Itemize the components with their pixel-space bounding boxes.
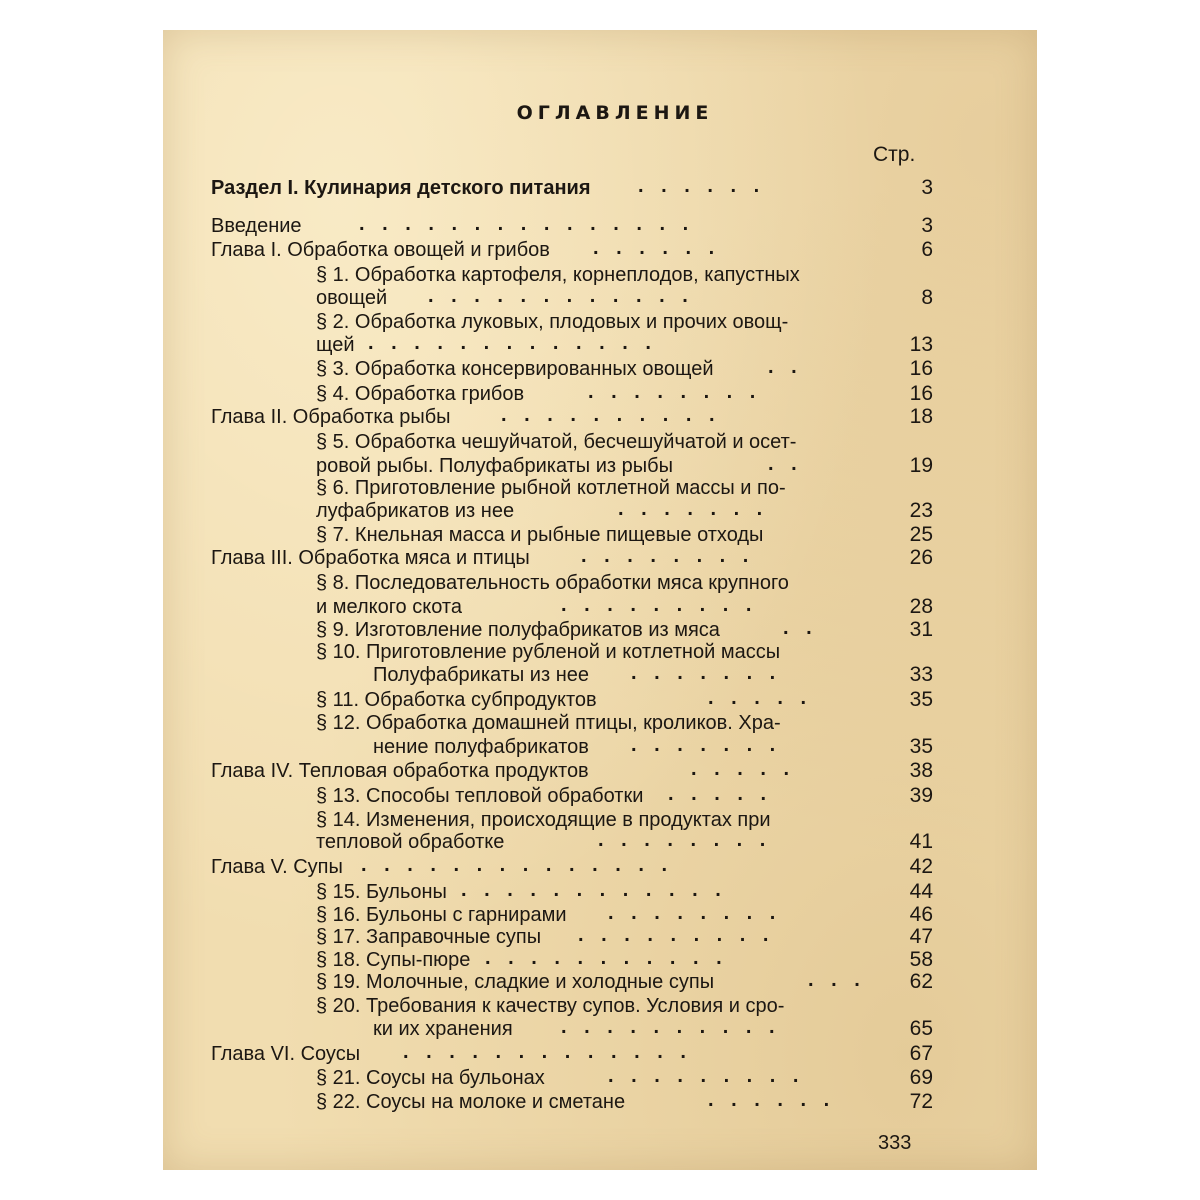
toc-entry xyxy=(163,970,1037,994)
toc-leader-dots: . . . . . . . . . . . xyxy=(485,947,728,969)
toc-entry-text: Глава IV. Тепловая обработка продуктов xyxy=(211,760,589,782)
toc-entry xyxy=(163,880,1037,904)
toc-leader-dots: . . . . . . xyxy=(708,1089,836,1111)
footer-page-number: 333 xyxy=(878,1132,912,1154)
toc-page-number: 35 xyxy=(909,688,933,711)
toc-entry xyxy=(163,286,1037,310)
toc-page-number: 25 xyxy=(909,523,933,546)
toc-leader-dots: . . . . . . . . xyxy=(581,545,755,567)
toc-entry xyxy=(163,546,1037,570)
toc-leader-dots: . . . . . . . xyxy=(631,734,782,756)
toc-leader-dots: . . . . . . . . xyxy=(598,829,772,851)
toc-entry-text: ки их хранения xyxy=(373,1018,513,1040)
toc-entry-text: § 5. Обработка чешуйчатой, бесчешуйчатой и осет- xyxy=(316,431,797,453)
toc-entry-text: § 22. Соусы на молоке и сметане xyxy=(316,1091,626,1113)
toc-entry xyxy=(163,333,1037,357)
toc-entry-text: § 8. Последовательность обработки мяса крупного xyxy=(316,572,789,594)
toc-leader-dots: . . xyxy=(768,453,803,475)
toc-page-number: 33 xyxy=(909,663,933,686)
toc-entry xyxy=(163,405,1037,429)
toc-leader-dots: . . xyxy=(783,617,818,639)
toc-page-number: 19 xyxy=(909,454,933,477)
toc-entry-text: луфабрикатов из нее xyxy=(316,500,515,522)
toc-page-number: 6 xyxy=(921,238,933,261)
toc-page-number: 35 xyxy=(909,735,933,758)
toc-leader-dots: . . . . . xyxy=(668,783,773,805)
toc-entry-text: Глава V. Супы xyxy=(211,856,343,878)
toc-page-number: 13 xyxy=(909,333,933,356)
toc-page-number: 3 xyxy=(921,214,933,237)
toc-leader-dots: . . . . . . . xyxy=(631,662,782,684)
toc-entry-text: § 3. Обработка консервированных овощей xyxy=(316,358,714,380)
toc-entry xyxy=(163,1066,1037,1090)
toc-entry xyxy=(163,476,1037,500)
toc-entry xyxy=(163,595,1037,619)
toc-entry-text: § 4. Обработка грибов xyxy=(316,383,525,405)
toc-entry-text: § 20. Требования к качеству супов. Условия и сро- xyxy=(316,995,785,1017)
toc-entry-text: Раздел I. Кулинария детского питания xyxy=(211,177,591,199)
toc-page-number: 42 xyxy=(909,855,933,878)
toc-page-number: 69 xyxy=(909,1066,933,1089)
toc-entry xyxy=(163,759,1037,783)
toc-leader-dots: . . . . . . . . . . . . . xyxy=(368,332,657,354)
toc-entry xyxy=(163,640,1037,664)
toc-page-number: 39 xyxy=(909,784,933,807)
toc-page-number: 8 xyxy=(921,286,933,309)
toc-entry-text: Глава VI. Соусы xyxy=(211,1043,361,1065)
toc-entry xyxy=(163,784,1037,808)
toc-entry-text: и мелкого скота xyxy=(316,596,462,618)
toc-leader-dots: . . . . . . . . . . . . xyxy=(461,879,727,901)
toc-entry-text: § 14. Изменения, происходящие в продуктах при xyxy=(316,809,771,831)
toc-page-number: 65 xyxy=(909,1017,933,1040)
toc-page-number: 31 xyxy=(909,618,933,641)
toc-leader-dots: . . . . . . . . xyxy=(608,902,782,924)
toc-page-number: 16 xyxy=(909,357,933,380)
toc-page-number: 38 xyxy=(909,759,933,782)
toc-page-number: 3 xyxy=(921,176,933,199)
toc-leader-dots: . . . . . xyxy=(691,758,796,780)
toc-entry-text: тепловой обработке xyxy=(316,831,505,853)
toc-entry xyxy=(163,855,1037,879)
toc-entry-text: § 18. Супы-пюре xyxy=(316,949,471,971)
toc-leader-dots: . . . . . . . . . . xyxy=(561,1016,781,1038)
toc-page-number: 28 xyxy=(909,595,933,618)
toc-entry-text: § 13. Способы тепловой обработки xyxy=(316,785,644,807)
toc-entry xyxy=(163,357,1037,381)
toc-entry xyxy=(163,735,1037,759)
toc-entry-text: ровой рыбы. Полуфабрикаты из рыбы xyxy=(316,455,673,477)
toc-entry xyxy=(163,499,1037,523)
toc-entry xyxy=(163,176,1037,200)
toc-leader-dots: . . . . . . . . . . . . . . . xyxy=(359,213,695,235)
toc-entry xyxy=(163,454,1037,478)
toc-entry-text: Полуфабрикаты из нее xyxy=(373,664,589,686)
toc-page-number: 41 xyxy=(909,830,933,853)
toc-leader-dots: . . . . . . . . . xyxy=(608,1065,805,1087)
toc-entry-text: Глава I. Обработка овощей и грибов xyxy=(211,239,550,261)
toc-page-number: 46 xyxy=(909,903,933,926)
toc-page-number: 72 xyxy=(909,1090,933,1113)
toc-entry-text: § 15. Бульоны xyxy=(316,881,447,903)
toc-entry xyxy=(163,663,1037,687)
page-title: ОГЛАВЛЕНИЕ xyxy=(516,102,714,124)
toc-entry-text: Введение xyxy=(211,215,302,237)
page-column-label: Стр. xyxy=(873,143,916,166)
toc-entry-text: Глава III. Обработка мяса и птицы xyxy=(211,547,530,569)
toc-entry-text: нение полуфабрикатов xyxy=(373,736,589,758)
toc-entry-text: § 12. Обработка домашней птицы, кроликов. Хра- xyxy=(316,712,781,734)
toc-entry-text: Глава II. Обработка рыбы xyxy=(211,406,451,428)
toc-entry xyxy=(163,571,1037,595)
toc-leader-dots: . . . . . . . . . . . . . xyxy=(403,1041,692,1063)
toc-entry xyxy=(163,238,1037,262)
toc-entry xyxy=(163,214,1037,238)
toc-page-number: 16 xyxy=(909,382,933,405)
toc-entry-text: овощей xyxy=(316,287,388,309)
toc-leader-dots: . . . . . . . . . . xyxy=(501,404,721,426)
toc-leader-dots: . . . . . . xyxy=(638,175,766,197)
toc-entry xyxy=(163,618,1037,642)
toc-entry-text: § 19. Молочные, сладкие и холодные супы xyxy=(316,971,715,993)
toc-leader-dots: . . . . . . . xyxy=(618,498,769,520)
book-page xyxy=(163,30,1037,1170)
toc-entry-text: § 6. Приготовление рыбной котлетной массы и по- xyxy=(316,477,786,499)
toc-entry xyxy=(163,688,1037,712)
toc-entry xyxy=(163,430,1037,454)
toc-leader-dots: . . . . . . . . . xyxy=(561,594,758,616)
toc-page-number: 67 xyxy=(909,1042,933,1065)
toc-entry-text: § 17. Заправочные супы xyxy=(316,926,542,948)
toc-page-number: 26 xyxy=(909,546,933,569)
toc-entry xyxy=(163,711,1037,735)
toc-entry-text: § 9. Изготовление полуфабрикатов из мяса xyxy=(316,619,720,641)
toc-page-number: 18 xyxy=(909,405,933,428)
toc-entry xyxy=(163,1042,1037,1066)
toc-leader-dots: . . . . . . . . . . . . . . xyxy=(361,854,674,876)
toc-leader-dots: . . . . . . . . . xyxy=(578,924,775,946)
toc-leader-dots: . . . . . . xyxy=(593,237,721,259)
toc-page-number: 62 xyxy=(909,970,933,993)
toc-entry-text: § 10. Приготовление рубленой и котлетной массы xyxy=(316,641,781,663)
toc-entry xyxy=(163,1017,1037,1041)
toc-leader-dots: . . . xyxy=(808,969,866,991)
toc-page-number: 23 xyxy=(909,499,933,522)
toc-page-number: 44 xyxy=(909,880,933,903)
toc-leader-dots: . . . . . . . . . . . . xyxy=(428,285,694,307)
toc-page-number: 58 xyxy=(909,948,933,971)
toc-entry-text: § 21. Соусы на бульонах xyxy=(316,1067,545,1089)
toc-entry-text: § 7. Кнельная масса и рыбные пищевые отходы xyxy=(316,524,764,546)
toc-leader-dots: . . . . . . . . xyxy=(588,381,762,403)
table-of-contents xyxy=(163,30,1037,1170)
toc-leader-dots: . . xyxy=(768,356,803,378)
toc-entry-text: § 2. Обработка луковых, плодовых и прочих овощ- xyxy=(316,311,789,333)
toc-entry-text: § 11. Обработка субпродуктов xyxy=(316,689,597,711)
toc-page-number: 47 xyxy=(909,925,933,948)
toc-entry-text: § 1. Обработка картофеля, корнеплодов, капустных xyxy=(316,264,800,286)
toc-entry-text: щей xyxy=(316,334,355,356)
toc-entry xyxy=(163,948,1037,972)
toc-entry xyxy=(163,1090,1037,1114)
toc-leader-dots: . . . . . xyxy=(708,687,813,709)
toc-entry-text: § 16. Бульоны с гарнирами xyxy=(316,904,567,926)
toc-entry xyxy=(163,830,1037,854)
